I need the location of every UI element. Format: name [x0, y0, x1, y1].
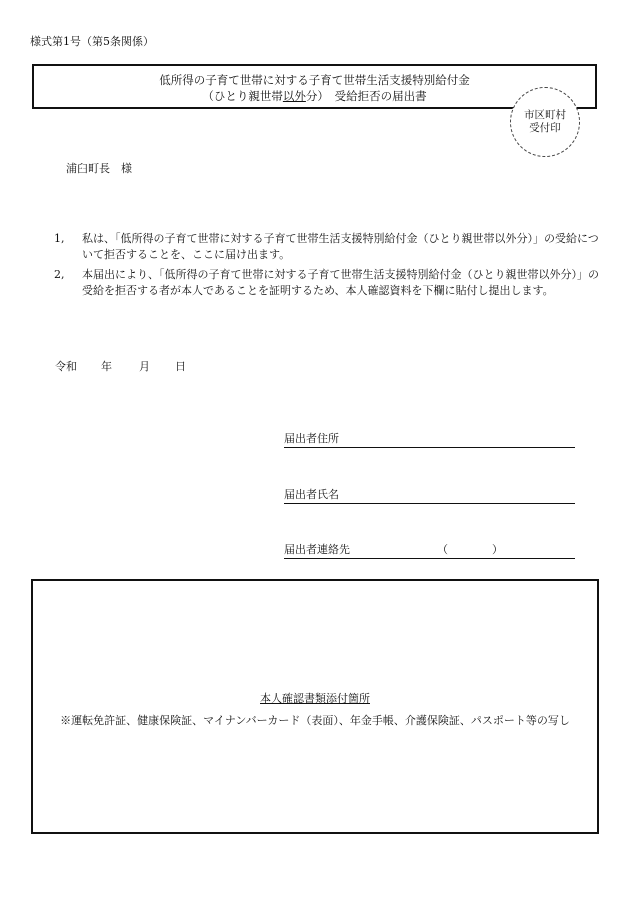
reception-stamp-circle — [510, 87, 580, 157]
attachment-title — [33, 690, 597, 706]
addressee: 浦臼町長 様 — [66, 162, 132, 175]
title-line2-underlined: 以外 — [282, 89, 306, 103]
date-day[interactable]: 日 — [175, 360, 186, 373]
attachment-area — [31, 579, 599, 834]
contact-label: 届出者連絡先 — [284, 543, 350, 556]
item-number: 1, — [54, 232, 65, 245]
date-month[interactable]: 月 — [139, 360, 150, 373]
address-field[interactable] — [284, 431, 575, 448]
name-field[interactable] — [284, 487, 575, 504]
item-text: 私は、「低所得の子育て世帯に対する子育て世帯生活支援特別給付金（ひとり親世帯以外分）」の受給について拒否することを、ここに届け出ます。 — [82, 232, 599, 261]
stamp-line1: 市区町村 — [524, 109, 566, 121]
title-line2-suffix: 分） 受給拒否の届出書 — [305, 89, 427, 103]
title-box — [32, 64, 597, 109]
date-line — [55, 358, 186, 374]
title-line1: 低所得の子育て世帯に対する子育て世帯生活支援特別給付金 — [159, 73, 470, 87]
statement-item-1 — [54, 231, 609, 263]
name-label: 届出者氏名 — [284, 488, 339, 501]
date-year[interactable]: 年 — [101, 360, 112, 373]
item-number: 2, — [54, 268, 65, 281]
stamp-line2: 受付印 — [529, 122, 561, 134]
contact-field[interactable] — [284, 542, 575, 559]
attachment-title-text: 本人確認書類添付箇所 — [260, 692, 370, 705]
form-number: 様式第1号（第5条関係） — [30, 35, 154, 48]
address-label: 届出者住所 — [284, 432, 339, 445]
date-era: 令和 — [55, 360, 77, 373]
title-line2-prefix: （ひとり親世帯 — [202, 89, 283, 103]
contact-paren: （ ） — [437, 543, 503, 556]
statement-item-2 — [54, 267, 609, 299]
item-text: 本届出により、「低所得の子育て世帯に対する子育て世帯生活支援特別給付金（ひとり親世帯以外分）」の受給を拒否する者が本人であることを証明するため、本人確認資料を下欄に貼付し提出します。 — [82, 268, 599, 297]
title-line2 — [34, 88, 595, 104]
attachment-note: ※運転免許証、健康保険証、マイナンバーカード（表面）、年金手帳、介護保険証、パスポート等の写し — [60, 714, 570, 727]
